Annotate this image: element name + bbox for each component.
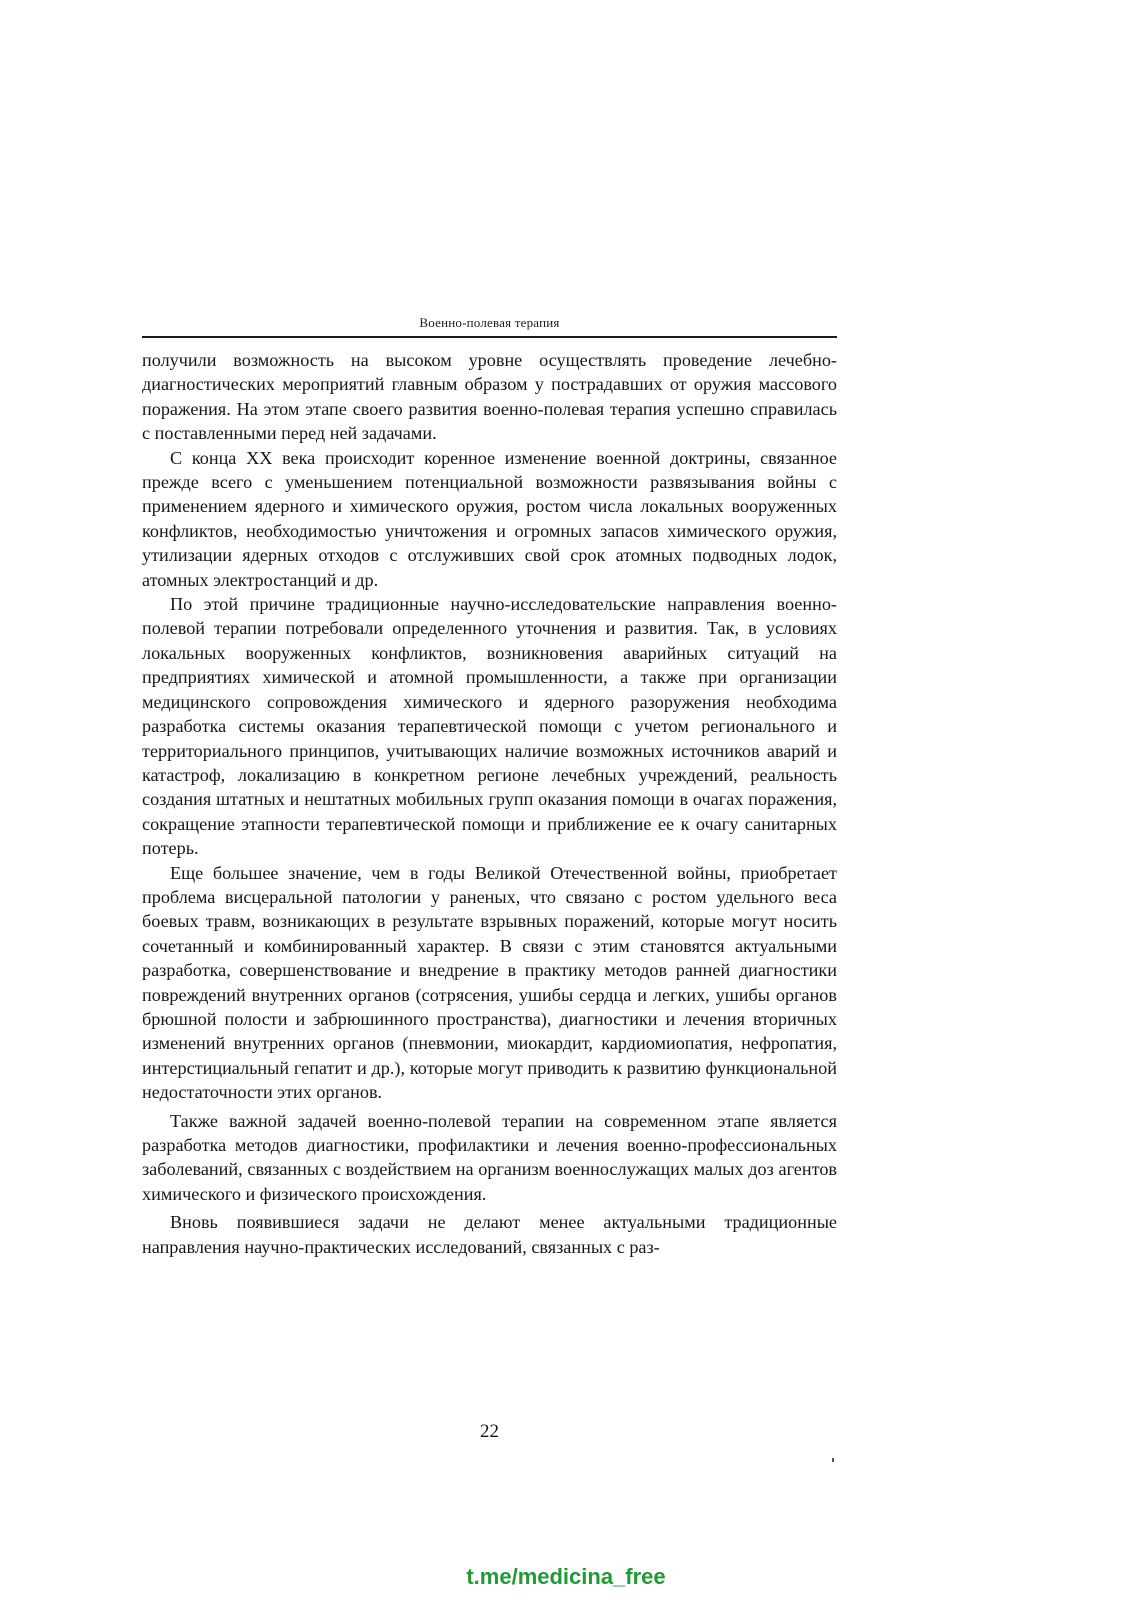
paragraph-6: Вновь появившиеся задачи не делают менее актуальными традиционные направления научно-практических исследований, связанных с раз- (142, 1212, 837, 1257)
running-head: Военно-полевая терапия (419, 315, 560, 330)
paragraph-4: Еще большее значение, чем в годы Великой Отечественной войны, приобретает проблема висцеральной патологии у раненых, что связано с ростом удельного веса боевых травм, возникающих в результате взрывных поражений, которые могут носить сочетанный и комбинированный характер. В связи с этим становятся актуальными разработка, совершенствование и внедрение в практику методов ранней диагностики повреждений внутренних органов (сотрясения, ушибы сердца и легких, ушибы органов брюшной полости и забрюшинного пространства), диагностики и лечения вторичных изменений внутренних органов (пневмонии, миокардит, кардиомиопатия, нефропатия, интерстициальный гепатит и др.), которые могут приводить к развитию функциональной недостаточности этих органов. (142, 862, 837, 1103)
paragraph-3: По этой причине традиционные научно-исследовательские направления военно-полевой терапии потребовали определенного уточнения и развития. Так, в условиях локальных вооруженных конфликтов, возникновения аварийных ситуаций на предприятиях химической и атомной промышленности, а также при организации медицинского сопровождения химического и ядерного разоружения необходима разработка системы оказания терапевтической помощи с учетом регионального и территориального принципов, учитывающих наличие возможных источников аварий и катастроф, локализацию в конкретном регионе лечебных учреждений, реальность создания штатных и нештатных мобильных групп оказания помощи в очагах поражения, сокращение этапности терапевтической помощи и приближение ее к очагу санитарных потерь. (142, 594, 837, 859)
paragraph-5: Также важной задачей военно-полевой терапии на современном этапе является разработка методов диагностики, профилактики и лечения военно-профессиональных заболеваний, связанных с воздействием на организм военнослужащих малых доз агентов химического и физического происхождения. (142, 1110, 837, 1204)
body-text (142, 348, 837, 1259)
header-rule (142, 336, 837, 338)
page-number: 22 (480, 1421, 499, 1442)
scan-speck (832, 1458, 834, 1462)
paragraph-1: получили возможность на высоком уровне осуществлять проведение лечебно-диагностических мероприятий главным образом у пострадавших от оружия массового поражения. На этом этапе своего развития военно-полевая терапия успешно справилась с поставленными перед ней задачами. (142, 350, 837, 444)
paragraph-2: С конца XX века происходит коренное изменение военной доктрины, связанное прежде всего с уменьшением потенциальной возможности развязывания войны с применением ядерного и химического оружия, ростом числа локальных вооруженных конфликтов, необходимостью уничтожения и огромных запасов химического оружия, утилизации ядерных отходов с отслуживших свой срок атомных подводных лодок, атомных электростанций и др. (142, 447, 837, 590)
watermark-link[interactable]: t.me/medicina_free (466, 1564, 666, 1589)
